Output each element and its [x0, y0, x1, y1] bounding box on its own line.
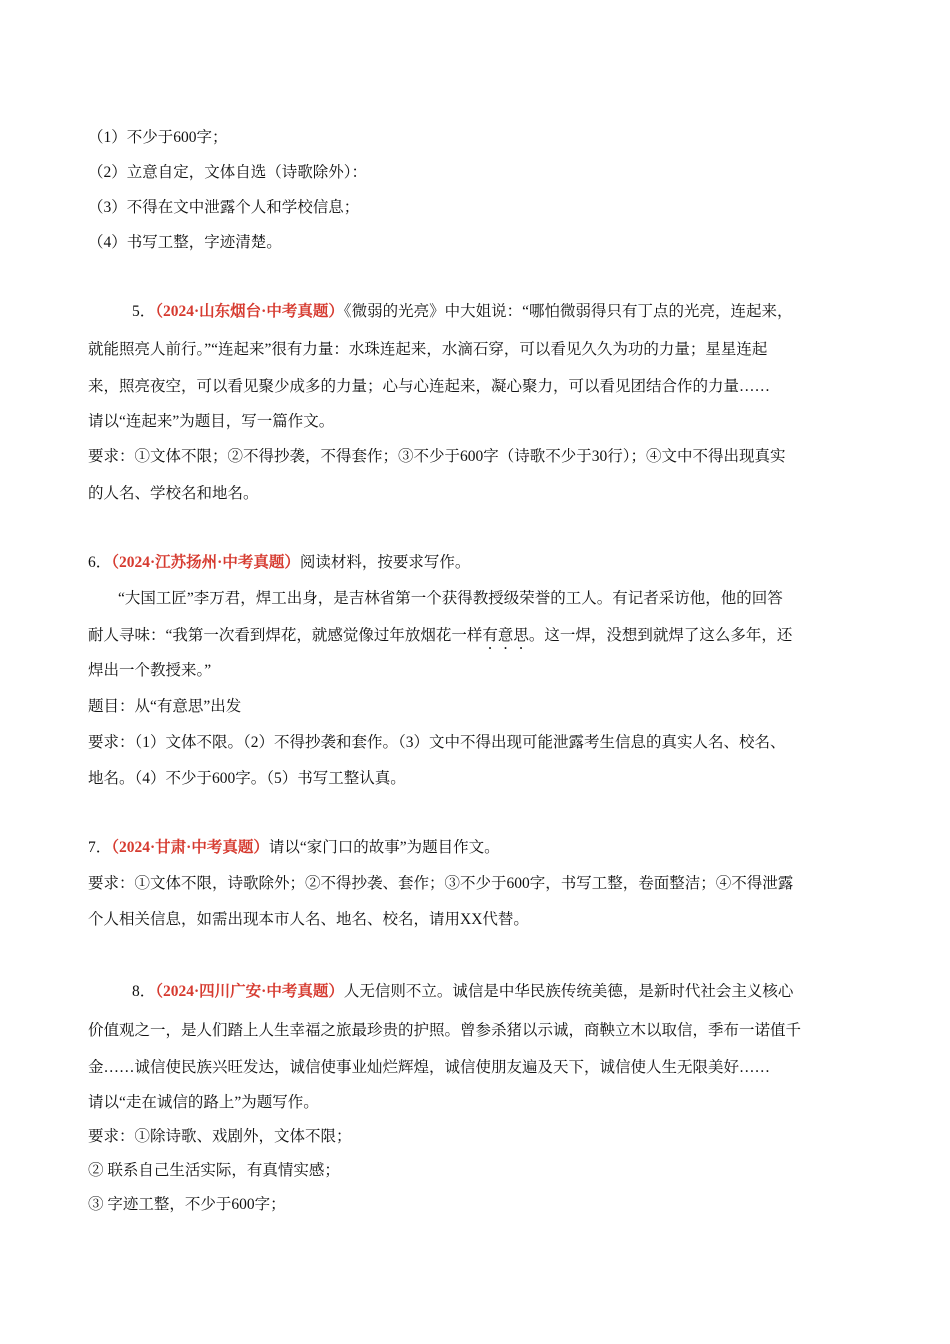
- question-number: 6．: [88, 554, 112, 571]
- question-source: （2024·江苏扬州·中考真题）: [111, 554, 300, 571]
- question-8-requirement-1: 要求：①除诗歌、戏剧外，文体不限；: [88, 1128, 352, 1145]
- question-text: 《微弱的光亮》中大姐说：“哪怕微弱得只有丁点的光亮，连起来，: [343, 303, 793, 320]
- requirement-2: （2）立意自定，文体自选（诗歌除外）：: [88, 164, 368, 181]
- question-number: 5．: [132, 303, 156, 320]
- question-source: （2024·甘肃·中考真题）: [111, 839, 269, 856]
- question-intro: 请以“家门口的故事”为题目作文。: [268, 839, 500, 856]
- material-text: 耐人寻味：“我第一次看到焊花，就感觉像过年放烟花一样: [88, 627, 483, 644]
- material-text-cont: 这一焊，没想到就焊了这么多年，还: [544, 627, 793, 644]
- question-5-line-2: 就能照亮人前行。”“连起来”很有力量：水珠连起来，水滴石穿，可以看见久久为功的力量；星星连起: [88, 341, 768, 358]
- question-6-requirements-cont: 地名。（4）不少于600字。（5）书写工整认真。: [88, 770, 406, 787]
- question-6-material-line-2: [88, 626, 863, 653]
- question-5-first-line: [132, 302, 863, 322]
- question-8-requirement-3: ③ 字迹工整，不少于600字；: [88, 1196, 286, 1213]
- question-number: 7．: [88, 839, 112, 856]
- question-source: （2024·四川广安·中考真题）: [155, 983, 344, 1000]
- question-8-line-3: 金……诚信使民族兴旺发达，诚信使事业灿烂辉煌，诚信使朋友遍及天下，诚信使人生无限美好……: [88, 1059, 771, 1076]
- question-text: 人无信则不立。诚信是中华民族传统美德，是新时代社会主义核心: [343, 983, 794, 1000]
- question-intro: 阅读材料，按要求写作。: [299, 554, 471, 571]
- requirement-4: （4）书写工整，字迹清楚。: [88, 234, 282, 251]
- question-5-requirements-cont: 的人名、学校名和地名。: [88, 485, 259, 502]
- question-source: （2024·山东烟台·中考真题）: [155, 303, 344, 320]
- question-6-title: 题目：从“有意思”出发: [88, 698, 242, 715]
- question-6-first-line: [88, 553, 863, 573]
- question-7-first-line: [88, 838, 863, 858]
- punctuation: 。: [528, 627, 545, 644]
- requirement-3: （3）不得在文中泄露个人和学校信息；: [88, 199, 360, 216]
- question-6-material-line-1: “大国工匠”李万君，焊工出身，是吉林省第一个获得教授级荣誉的工人。有记者采访他，他的回答: [118, 590, 783, 607]
- question-5-requirements: 要求：①文体不限；②不得抄袭，不得套作；③不少于600字（诗歌不少于30行）；④文中不得出现真实: [88, 448, 786, 465]
- question-number: 8．: [132, 983, 156, 1000]
- question-6-requirements: 要求：（1）文体不限。（2）不得抄袭和套作。（3）文中不得出现可能泄露考生信息的真实人名、校名、: [88, 734, 786, 751]
- question-7-requirements: 要求：①文体不限，诗歌除外；②不得抄袭、套作；③不少于600字，书写工整，卷面整洁；④不得泄露: [88, 875, 794, 892]
- question-8-prompt: 请以“走在诚信的路上”为题写作。: [88, 1094, 319, 1111]
- emphasized-phrase: 有意思: [482, 627, 529, 644]
- question-5-line-3: 来，照亮夜空，可以看见聚少成多的力量；心与心连起来，凝心聚力，可以看见团结合作的力量……: [88, 378, 771, 395]
- question-8-requirement-2: ② 联系自己生活实际，有真情实感；: [88, 1162, 340, 1179]
- question-7-requirements-cont: 个人相关信息，如需出现本市人名、地名、校名，请用XX代替。: [88, 911, 529, 928]
- question-8-first-line: [132, 982, 863, 1002]
- question-8-line-2: 价值观之一，是人们踏上人生幸福之旅最珍贵的护照。曾参杀猪以示诚，商鞅立木以取信，季布一诺值千: [88, 1022, 802, 1039]
- requirement-1: （1）不少于600字；: [88, 129, 228, 146]
- question-5-prompt: 请以“连起来”为题目，写一篇作文。: [88, 413, 335, 430]
- question-6-material-line-3: 焊出一个教授来。”: [88, 662, 212, 679]
